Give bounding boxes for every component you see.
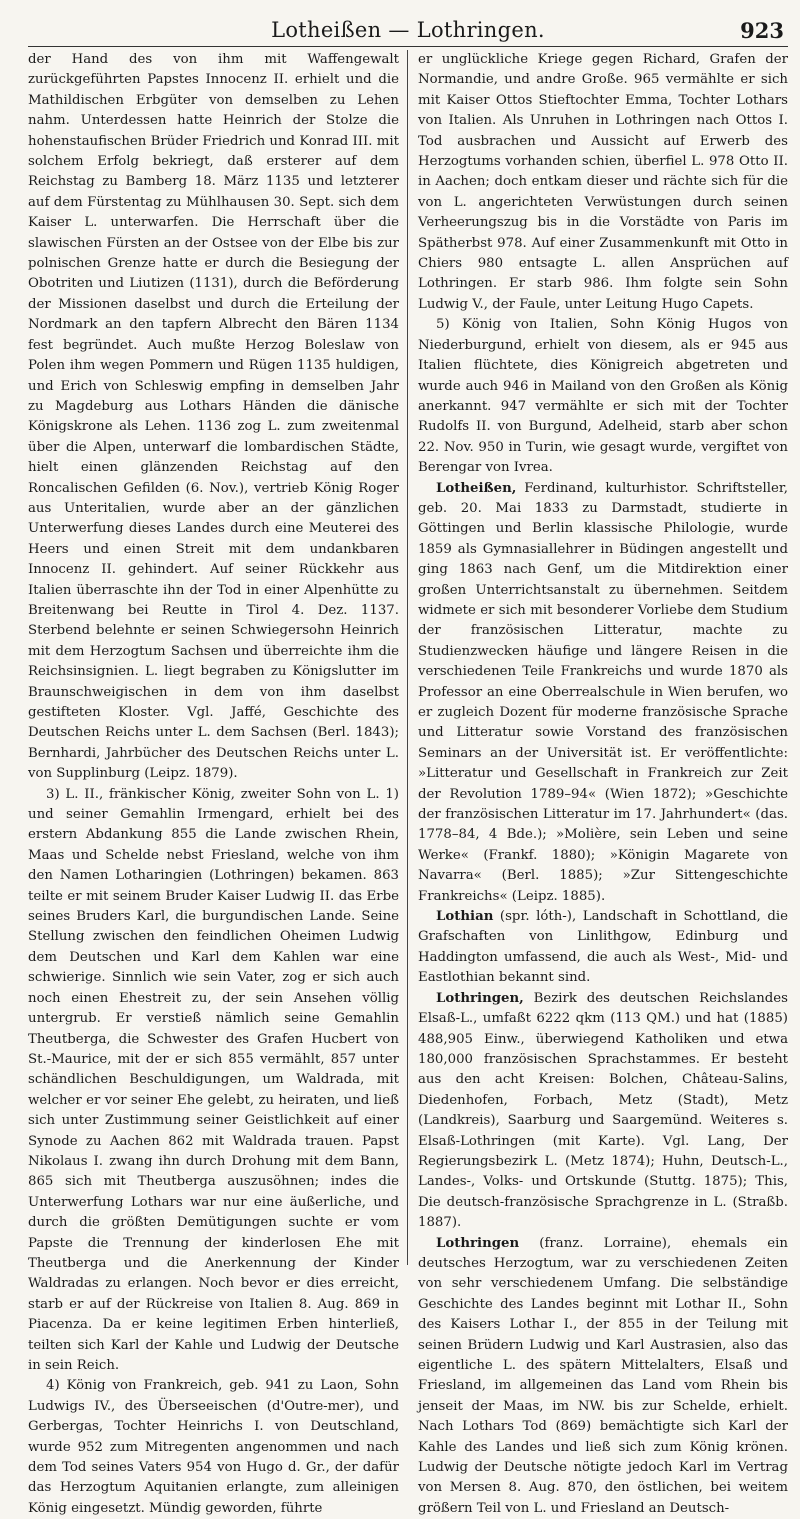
left-column — [28, 50, 408, 1516]
page-number: 923 — [740, 18, 784, 43]
paragraph — [418, 907, 788, 989]
entry-headword: Lothian — [436, 909, 494, 925]
paragraph — [28, 50, 399, 785]
entry-headword: Lotheißen, — [436, 480, 517, 496]
text-columns — [28, 50, 788, 1516]
paragraph — [418, 315, 788, 478]
page-header — [28, 0, 788, 50]
paragraph-text: Bezirk des deutschen Reichslandes Elsaß-L., umfaßt 6222 qkm (113 QM.) und hat (1885) 488,905 Einw., überwiegend Katholiken und etwa 180,000 französischen Sprachstammes. Er besteht aus den acht Kreisen: Bolchen, Château-Salins, Diedenhofen, Forbach, Metz (Stadt), Metz (Landkreis), Saarburg und Saargemünd. Weiteres s. Elsaß-Lothringen (mit Karte). Vgl. Lang, Der Regierungsbezirk L. (Metz 1874); Huhn, Deutsch-L., Landes-, Volks- und Ortskunde (Stuttg. 1875); This, Die deutsch-französische Sprachgrenze in L. (Straßb. 1887). — [418, 990, 788, 1231]
header-rule — [28, 46, 788, 47]
paragraph-text: er unglückliche Kriege gegen Richard, Grafen der Normandie, und andre Große. 965 vermählte er sich mit Kaiser Ottos Stieftochter Emma, Tochter Lothars von Italien. Als Unruhen in Lothringen nach Ottos I. Tod ausbrachen und Aussicht auf Erwerb des Herzogtums vorhanden schien, überfiel L. 978 Otto II. in Aachen; doch entkam dieser und rächte sich für die von L. angerichteten Verwüstungen durch seinen Verheerungszug bis in die Vorstädte von Paris im Spätherbst 978. Auf einer Zusammenkunft mit Otto in Chiers 980 entsagte L. allen Ansprüchen auf Lothringen. Er starb 986. Ihm folgte sein Sohn Ludwig V., der Faule, unter Leitung Hugo Capets. — [418, 52, 788, 312]
entry-headword: Lothringen, — [436, 990, 524, 1006]
paragraph — [418, 989, 788, 1234]
running-head: Lotheißen — Lothringen. — [271, 18, 545, 42]
paragraph — [28, 785, 399, 1377]
right-column — [408, 50, 788, 1516]
paragraph-text: Ferdinand, kulturhistor. Schriftsteller, geb. 20. Mai 1833 zu Darmstadt, studierte in Göttingen und Berlin klassische Philologie, wurde 1859 als Gymnasiallehrer in Büdingen angestellt und ging 1863 nach Genf, um die Mitdirektion einer großen Unterrichtsanstalt zu übernehmen. Seitdem widmete er sich mit besonderer Vorliebe dem Studium der französischen Litteratur, machte zu Studienzwecken häufige und längere Reisen in die verschiedenen Teile Frankreichs und wurde 1870 als Professor an eine Oberrealschule in Wien berufen, wo er zugleich Dozent für moderne französische Sprache und Litteratur sowie Vorstand des französischen Seminars an der Universität ist. Er veröffentlichte: »Litteratur und Gesellschaft in Frankreich zur Zeit der Revolution 1789–94« (Wien 1872); »Geschichte der französischen Litteratur im 17. Jahrhundert« (das. 1778–84, 4 Bde.); »Molière, sein Leben und seine Werke« (Frankf. 1880); »Königin Magarete von Navarra« (Berl. 1885); »Zur Sittengeschichte Frankreichs« (Leipz. 1885). — [418, 480, 788, 904]
paragraph-text: (spr. lóth-), Landschaft in Schottland, die Grafschaften von Linlithgow, Edinburg und Haddington umfassend, die auch als West-, Mid- und Eastlothian bekannt sind. — [418, 909, 788, 986]
paragraph — [418, 1234, 788, 1519]
paragraph — [28, 1376, 399, 1519]
paragraph-text: (franz. Lorraine), ehemals ein deutsches Herzogtum, war zu verschiedenen Zeiten von sehr verschiedenem Umfang. Die selbständige Geschichte des Landes beginnt mit Lothar II., Sohn des Kaisers Lothar I., der 855 in der Teilung mit seinen Brüdern Ludwig und Karl Austrasien, also das eigentliche L. des spätern Mittelalters, Elsaß und Friesland, im allgemeinen das Land vom Rhein bis jenseit der Maas, im NW. bis zur Schelde, erhielt. Nach Lothars Tod (869) bemächtigte sich Karl der Kahle des Landes und ließ sich zum König krönen. Ludwig der Deutsche nötigte jedoch Karl im Vertrag von Mersen 8. Aug. 870, den östlichen, bei weitem größern Teil von L. und Friesland an Deutsch- — [418, 1235, 788, 1516]
paragraph — [418, 50, 788, 315]
paragraph-text: 5) König von Italien, Sohn König Hugos von Niederburgund, erhielt von diesem, als er 945 aus Italien flüchtete, dies Königreich abgetreten und wurde auch 946 in Mailand von den Großen als König anerkannt. 947 vermählte er sich mit der Tochter Rudolfs II. von Burgund, Adelheid, starb aber schon 22. Nov. 950 in Turin, wie gesagt wurde, vergiftet von Berengar von Ivrea. — [418, 317, 788, 476]
entry-headword: Lothringen — [436, 1235, 520, 1251]
paragraph-text: 3) L. II., fränkischer König, zweiter Sohn von L. 1) und seiner Gemahlin Irmengard, erhielt bei des erstern Abdankung 855 die Lande zwischen Rhein, Maas und Schelde nebst Friesland, welche von ihm den Namen Lotharingien (Lothringen) bekamen. 863 teilte er mit seinem Bruder Kaiser Ludwig II. das Erbe seines Bruders Karl, die burgundischen Lande. Seine Stellung zwischen den feindlichen Oheimen Ludwig dem Deutschen und Karl dem Kahlen war eine schwierige. Sinnlich wie sein Vater, zog er sich auch noch einen Ehestreit zu, der sein Ansehen völlig untergrub. Er verstieß nämlich seine Gemahlin Theutberga, die Schwester des Grafen Hucbert von St.-Maurice, mit der er sich 855 vermählt, 857 unter schändlichen Beschuldigungen, um Waldrada, mit welcher er vor seiner Ehe gelebt, zu heiraten, und ließ sich unter Zustimmung seiner Geistlichkeit auf einer Synode zu Aachen 862 mit Waldrada trauen. Papst Nikolaus I. zwang ihn durch Drohung mit dem Bann, 865 sich mit Theutberga auszusöhnen; indes die Unterwerfung Lothars war nur eine äußerliche, und durch die größten Demütigungen suchte er vom Papste die Trennung der kinderlosen Ehe mit Theutberga und die Anerkennung der Kinder Waldradas zu erlangen. Noch bevor er dies erreicht, starb er auf der Rückreise von Italien 8. Aug. 869 in Piacenza. Da er keine legitimen Erben hinterließ, teilten sich Karl der Kahle und Ludwig der Deutsche in sein Reich. — [28, 786, 399, 1373]
paragraph-text: der Hand des von ihm mit Waffengewalt zurückgeführten Papstes Innocenz II. erhielt und die Mathildischen Erbgüter von demselben zu Lehen nahm. Unterdessen hatte Heinrich der Stolze die hohenstaufischen Brüder Friedrich und Konrad III. mit solchem Erfolg bekriegt, daß ersterer auf dem Reichstag zu Bamberg 18. März 1135 und letzterer auf dem Fürstentag zu Mühlhausen 30. Sept. sich dem Kaiser L. unterwarfen. Die Herrschaft über die slawischen Fürsten an der Ostsee von der Elbe bis zur polnischen Grenze hatte er durch die Besiegung der Obotriten und Liutizen (1131), durch die Beförderung der Missionen daselbst und durch die Erteilung der Nordmark an den tapfern Albrecht den Bären 1134 fest begründet. Auch mußte Herzog Boleslaw von Polen ihm wegen Pommern und Rügen 1135 huldigen, und Erich von Schleswig empfing in demselben Jahr zu Magdeburg aus Lothars Händen die dänische Königskrone als Lehen. 1136 zog L. zum zweitenmal über die Alpen, unterwarf die lombardischen Städte, hielt einen glänzenden Reichstag auf den Roncalischen Gefilden (6. Nov.), vertrieb König Roger aus Unteritalien, wurde aber an der gänzlichen Unterwerfung dieses Landes durch eine Meuterei des Heers und einen Streit mit dem undankbaren Innocenz II. gehindert. Auf seiner Rückkehr aus Italien überraschte ihn der Tod in einer Alpenhütte zu Breitenwang bei Reutte in Tirol 4. Dez. 1137. Sterbend belehnte er seinen Schwiegersohn Heinrich mit dem Herzogtum Sachsen und überreichte ihm die Reichsinsignien. L. liegt begraben zu Königslutter im Braunschweigischen in dem von ihm daselbst gestifteten Kloster. Vgl. Jaffé, Geschichte des Deutschen Reichs unter L. dem Sachsen (Berl. 1843); Bernhardi, Jahrbücher des Deutschen Reichs unter L. von Supplinburg (Leipz. 1879). — [28, 52, 399, 782]
paragraph — [418, 479, 788, 908]
paragraph-text: 4) König von Frankreich, geb. 941 zu Laon, Sohn Ludwigs IV., des Überseeischen (d'Outre-mer), und Gerbergas, Tochter Heinrichs I. von Deutschland, wurde 952 zum Mitregenten angenommen und nach dem Tod seines Vaters 954 von Hugo d. Gr., der dafür das Herzogtum Aquitanien erlangte, zum alleinigen König eingesetzt. Mündig geworden, führte — [28, 1378, 399, 1516]
